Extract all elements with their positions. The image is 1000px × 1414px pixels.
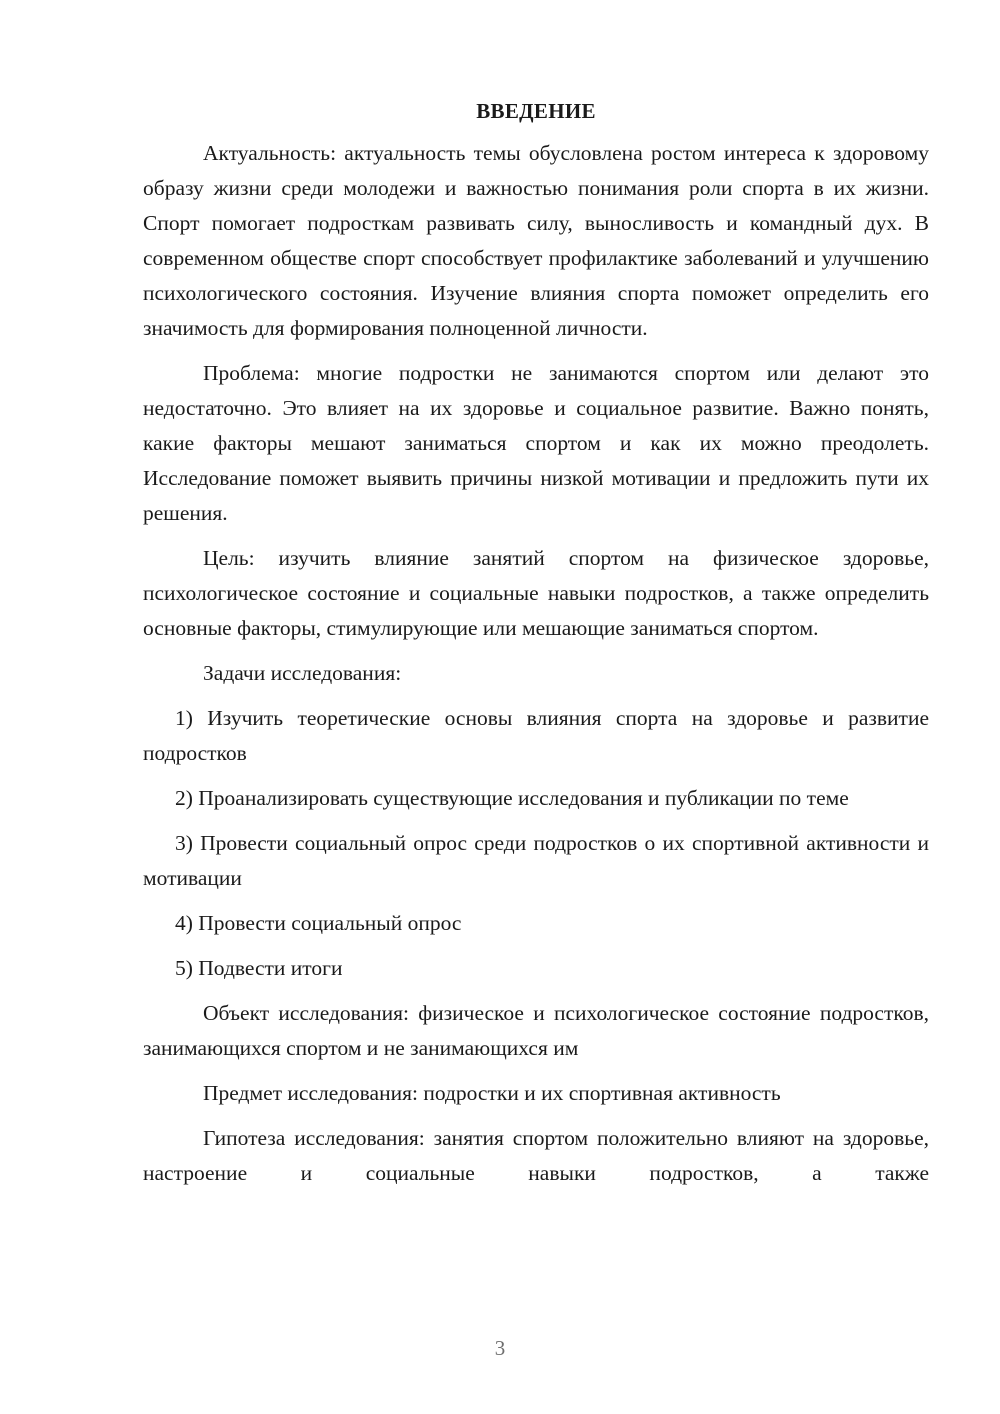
tasks-heading: Задачи исследования: [203, 661, 402, 685]
task-item-3: 3) Провести социальный опрос среди подростков о их спортивной активности и мотивации [143, 831, 929, 890]
section-heading: ВВЕДЕНИЕ [476, 99, 596, 123]
hypothesis-paragraph: Гипотеза исследования: занятия спортом положительно влияют на здоровье, настроение и социальные навыки подростков, а также [143, 1126, 929, 1185]
task-item-4: 4) Провести социальный опрос [175, 911, 462, 935]
task-item-5: 5) Подвести итоги [175, 956, 343, 980]
relevance-paragraph: Актуальность: актуальность темы обусловлена ростом интереса к здоровому образу жизни среди молодежи и важностью понимания роли спорта в их жизни. Спорт помогает подросткам развивать силу, выносливость и командный дух. В современном обществе спорт способствует профилактике заболеваний и улучшению психологического состояния. Изучение влияния спорта поможет определить его значимость для формирования полноценной личности. [143, 141, 929, 340]
page-number: 3 [494, 1336, 506, 1360]
goal-paragraph: Цель: изучить влияние занятий спортом на физическое здоровье, психологическое состояние и социальные навыки подростков, а также определить основные факторы, стимулирующие или мешающие заниматься спортом. [143, 546, 929, 640]
page-content [143, 96, 929, 1201]
subject-paragraph: Предмет исследования: подростки и их спортивная активность [203, 1081, 781, 1105]
problem-paragraph: Проблема: многие подростки не занимаются спортом или делают это недостаточно. Это влияет на их здоровье и социальное развитие. Важно понять, какие факторы мешают заниматься спортом и как их можно преодолеть. Исследование поможет выявить причины низкой мотивации и предложить пути их решения. [143, 361, 929, 525]
task-item-1: 1) Изучить теоретические основы влияния спорта на здоровье и развитие подростков [143, 706, 929, 765]
object-paragraph: Объект исследования: физическое и психологическое состояние подростков, занимающихся спортом и не занимающихся им [143, 1001, 929, 1060]
task-item-2: 2) Проанализировать существующие исследования и публикации по теме [175, 786, 849, 810]
